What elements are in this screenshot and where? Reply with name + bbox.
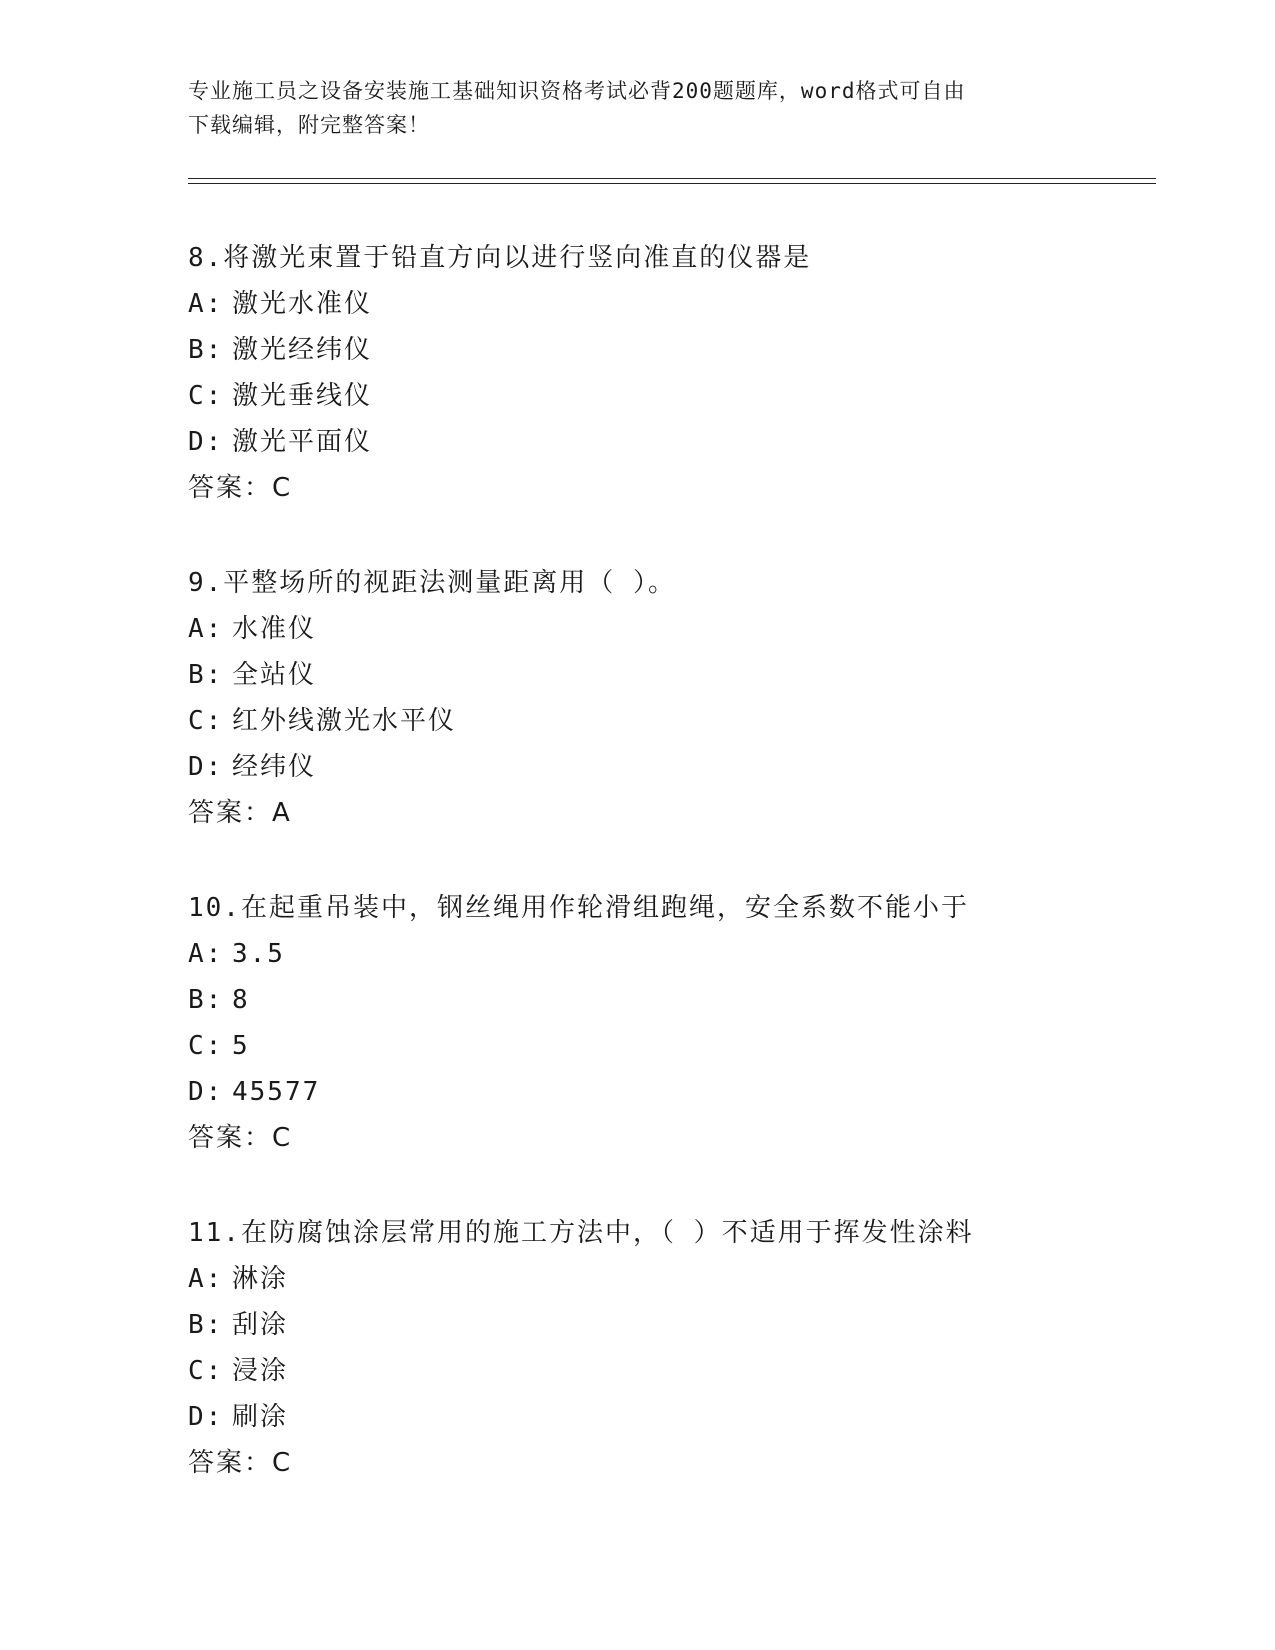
- question-stem: 8.将激光束置于铅直方向以进行竖向准直的仪器是: [188, 243, 812, 273]
- option-b: [188, 977, 1156, 1023]
- header-line-2: 下载编辑，附完整答案！: [188, 113, 430, 137]
- question-stem: 10.在起重吊装中，钢丝绳用作轮滑组跑绳，安全系数不能小于: [188, 893, 969, 923]
- option-letter: A:: [188, 939, 224, 969]
- question-item: [188, 1210, 1156, 1486]
- option-letter: D:: [188, 752, 224, 782]
- option-letter: C:: [188, 1031, 224, 1061]
- document-header: [188, 74, 1088, 142]
- option-a: [188, 931, 1156, 977]
- option-letter: B:: [188, 985, 224, 1015]
- option-c: [188, 1348, 1156, 1394]
- option-a: [188, 606, 1156, 652]
- option-text: 激光经纬仪: [232, 335, 373, 365]
- question-stem: 11.在防腐蚀涂层常用的施工方法中，（ ）不适用于挥发性涂料: [188, 1218, 974, 1248]
- question-item: [188, 235, 1156, 511]
- option-b: [188, 1302, 1156, 1348]
- option-c: [188, 698, 1156, 744]
- option-letter: B:: [188, 660, 224, 690]
- option-text: 刮涂: [232, 1310, 289, 1340]
- option-text: 激光平面仪: [232, 427, 373, 457]
- option-letter: B:: [188, 1310, 224, 1340]
- option-letter: A:: [188, 614, 224, 644]
- header-divider-bottom: [188, 183, 1156, 184]
- option-text: 全站仪: [232, 660, 317, 690]
- option-d: [188, 419, 1156, 465]
- option-letter: C:: [188, 1356, 224, 1386]
- option-text: 浸涂: [232, 1356, 289, 1386]
- answer-line: 答案：A: [188, 798, 292, 828]
- answer-line: 答案：C: [188, 1123, 293, 1153]
- option-letter: A:: [188, 289, 224, 319]
- option-letter: D:: [188, 427, 224, 457]
- option-a: [188, 281, 1156, 327]
- option-letter: B:: [188, 335, 224, 365]
- option-d: [188, 1069, 1156, 1115]
- option-a: [188, 1256, 1156, 1302]
- header-line-1: 专业施工员之设备安装施工基础知识资格考试必背200题题库，word格式可自由: [188, 79, 966, 103]
- option-text: 水准仪: [232, 614, 317, 644]
- option-text: 8: [232, 985, 250, 1015]
- question-stem: 9.平整场所的视距法测量距离用（ ）。: [188, 568, 676, 598]
- option-d: [188, 1394, 1156, 1440]
- option-text: 红外线激光水平仪: [232, 706, 457, 736]
- answer-line: 答案：C: [188, 473, 293, 503]
- option-letter: C:: [188, 381, 224, 411]
- option-text: 5: [232, 1031, 250, 1061]
- option-letter: D:: [188, 1402, 224, 1432]
- question-item: [188, 560, 1156, 836]
- option-letter: C:: [188, 706, 224, 736]
- option-c: [188, 373, 1156, 419]
- option-text: 激光垂线仪: [232, 381, 373, 411]
- option-text: 45577: [232, 1077, 321, 1107]
- option-c: [188, 1023, 1156, 1069]
- option-d: [188, 744, 1156, 790]
- option-text: 3.5: [232, 939, 285, 969]
- question-item: [188, 885, 1156, 1161]
- question-list: [188, 235, 1156, 1535]
- option-text: 经纬仪: [232, 752, 317, 782]
- option-b: [188, 652, 1156, 698]
- option-b: [188, 327, 1156, 373]
- option-text: 刷涂: [232, 1402, 289, 1432]
- option-text: 淋涂: [232, 1264, 289, 1294]
- header-divider-top: [188, 178, 1156, 179]
- option-letter: A:: [188, 1264, 224, 1294]
- option-letter: D:: [188, 1077, 224, 1107]
- option-text: 激光水准仪: [232, 289, 373, 319]
- answer-line: 答案：C: [188, 1448, 293, 1478]
